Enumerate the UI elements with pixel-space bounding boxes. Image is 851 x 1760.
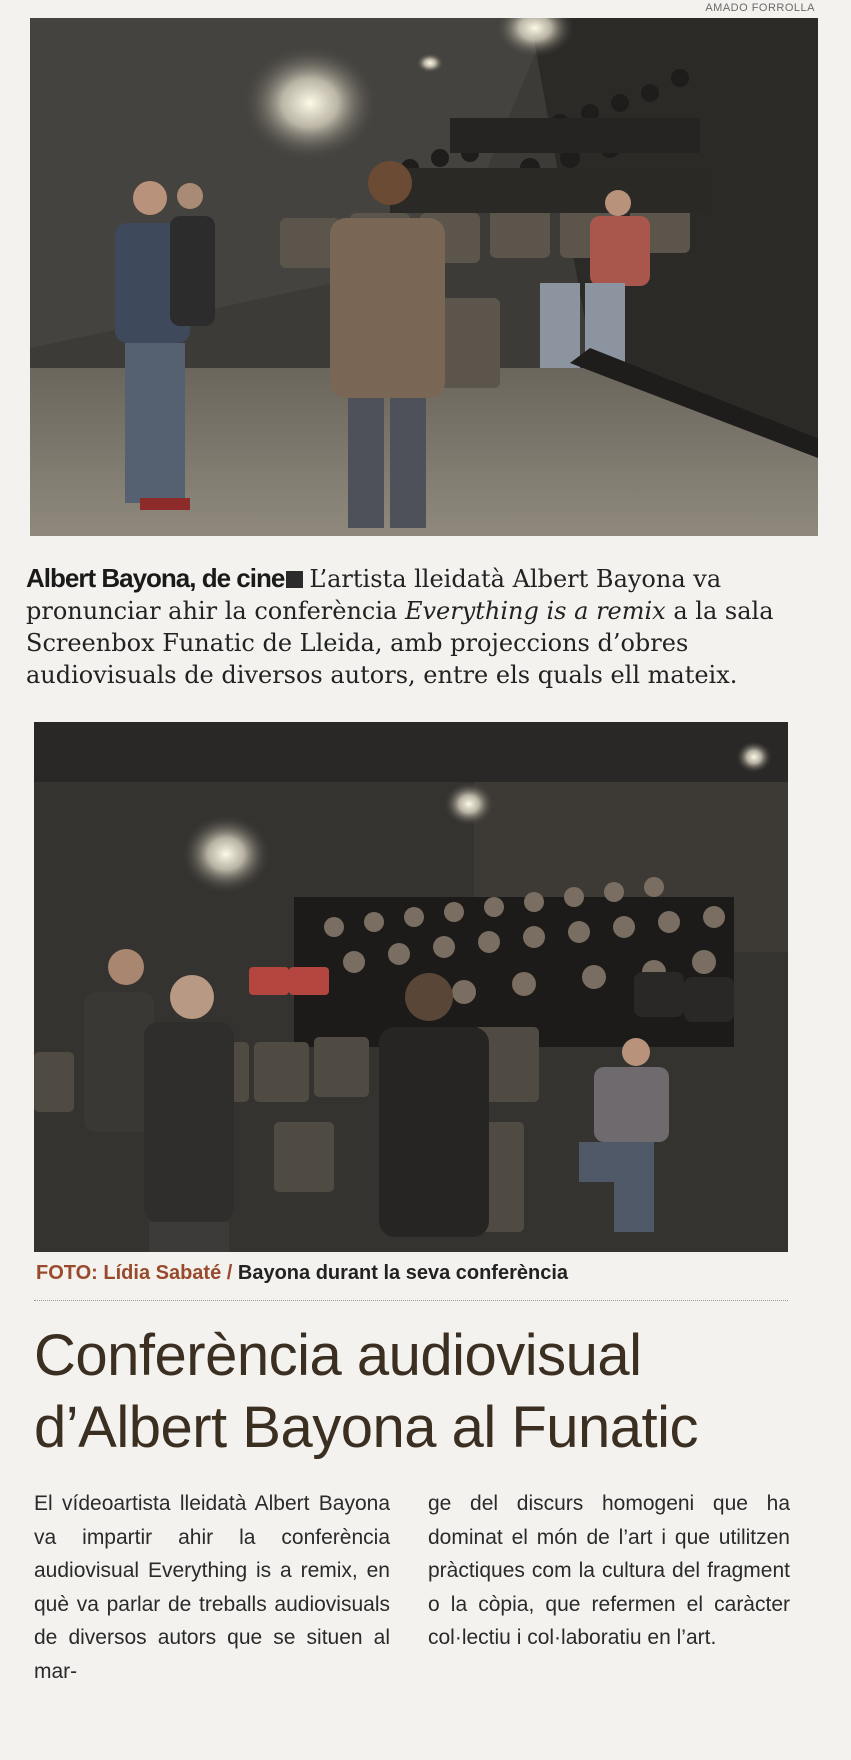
caption-text-end: a la sala Screenbox Funatic de Lleida, amb projeccions d’obres audiovisuals de diversos autors, entre els quals ell mateix. [26,597,774,689]
article-column-2: ge del discurs homogeni que ha dominat el món de l’art i que utilitzen pràctiques com la cultura del fragment o la còpia, que refermen el caràcter col·lectiu i col·laboratiu en l’art. [428,1492,790,1649]
photographer-credit: AMADO FORROLLA [705,2,815,14]
article-column-1: El vídeoartista lleidatà Albert Bayona va impartir ahir la conferència audiovisual Everything is a remix, en què va parlar de treballs audiovisuals de diversos autors que se situen al mar- [34,1492,390,1683]
conference-photo-bottom [34,722,788,1252]
photo-credit-label: FOTO: Lídia Sabaté / [36,1262,233,1284]
conference-photo-top [30,18,818,536]
audience-scene-illustration [34,722,788,1252]
talk-title: Everything is a remix [404,597,666,625]
photo-caption-text: Bayona durant la seva conferència [237,1262,569,1284]
square-bullet-icon [286,571,303,588]
caption-text-start: L’artista lleidatà Albert Bayona va pronunciar ahir la conferència [26,565,722,625]
section-divider [34,1300,788,1301]
photo-caption-top [26,562,826,691]
audience-scene-illustration [30,18,818,536]
photo-credit-line [36,1262,568,1285]
caption-kicker: Albert Bayona, de cine [26,563,285,593]
article-headline: Conferència audiovisual d’Albert Bayona al Funatic [34,1323,699,1460]
